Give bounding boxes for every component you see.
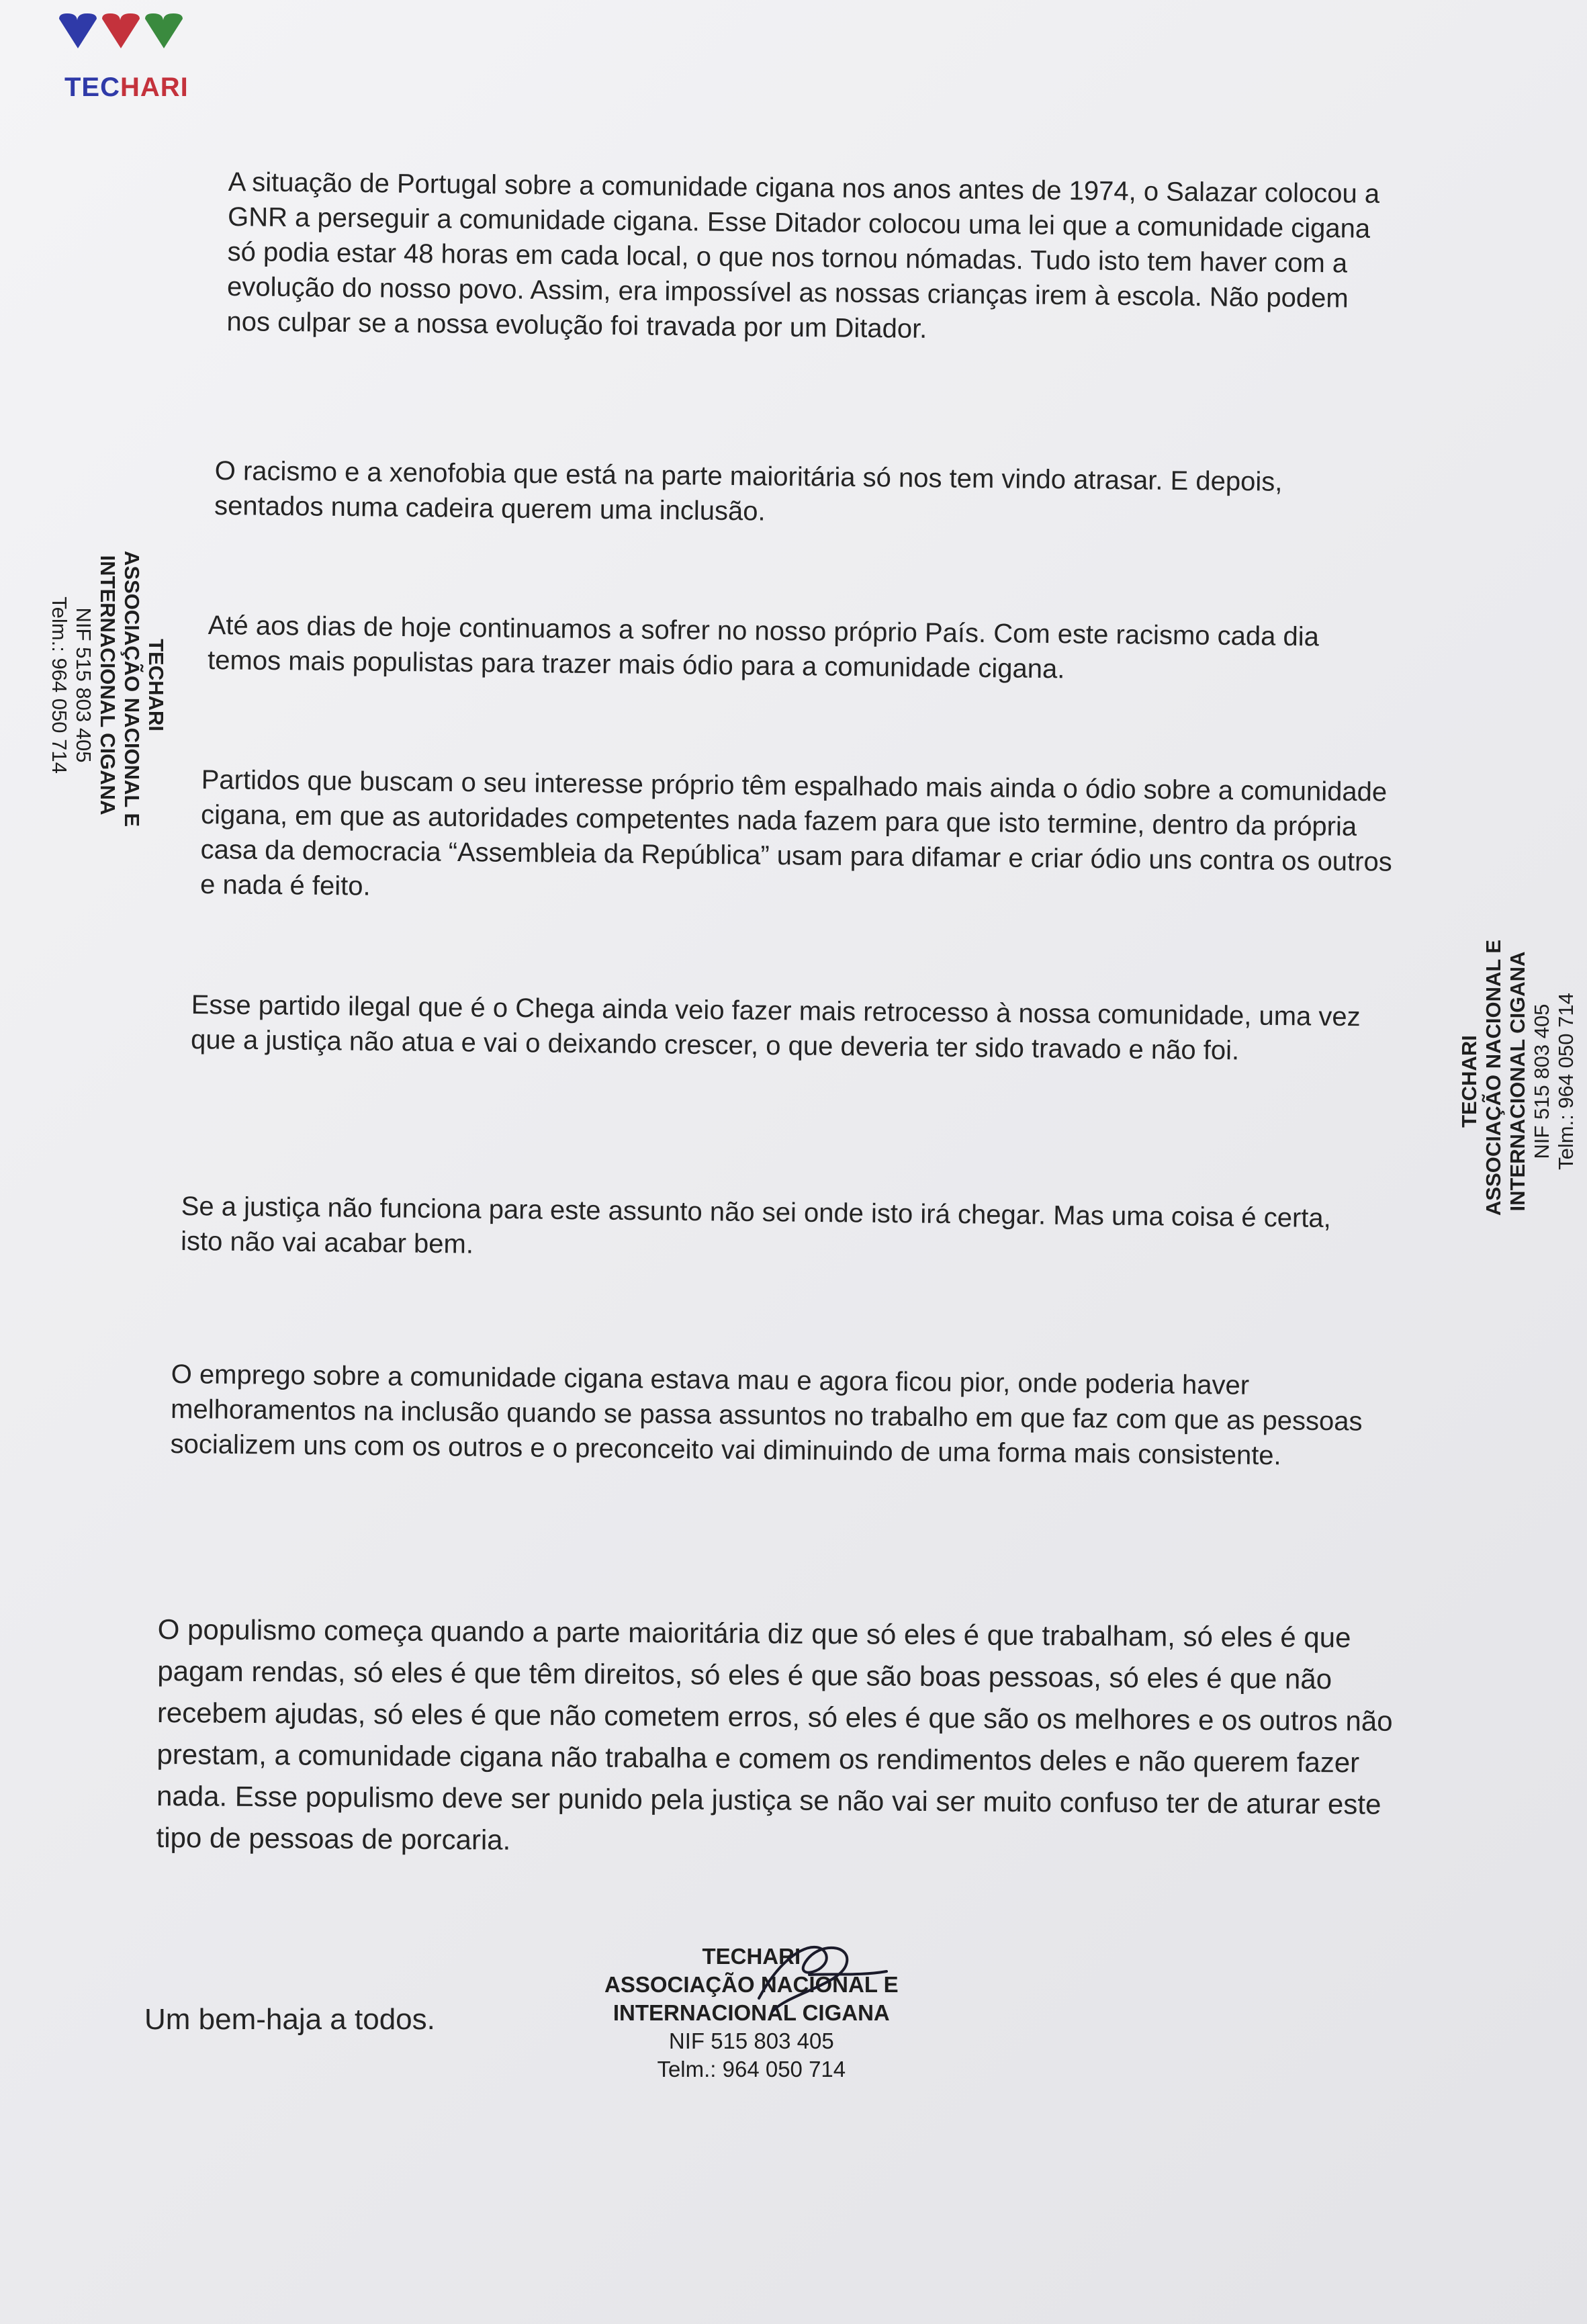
paragraph-8: O populismo começa quando a parte maioritária diz que só eles é que trabalham, só eles é que pagam rendas, só eles é que têm direitos, só eles é que são boas pessoas, só eles é que não recebem ajudas, só eles é que não cometem erros, só eles é que são os melhores e os outros não prestam, a comunidade cigana não trabalha e comem os rendimentos deles e não querem fazer nada. Esse populismo deve ser punido pela justiça se não vai ser muito confuso ter de aturar este tipo de pessoas de porcaria. xyxy=(156,1613,1393,1856)
stamp-bottom-line2: ASSOCIAÇÃO NACIONAL E xyxy=(604,1972,899,1997)
stamp-left-line2: ASSOCIAÇÃO NACIONAL E xyxy=(120,551,144,828)
paragraph-6: Se a justiça não funciona para este assunto não sei onde isto irá chegar. Mas uma coisa é certa, isto não vai acabar bem. xyxy=(180,1191,1332,1259)
stamp-left xyxy=(47,551,168,828)
stamp-left-line5: Telm.: 964 050 714 xyxy=(48,596,71,774)
stamp-right-line1: TECHARI xyxy=(1457,1035,1481,1128)
stamp-right-line5: Telm.: 964 050 714 xyxy=(1554,993,1578,1170)
stamp-bottom-line1: TECHARI xyxy=(702,1944,801,1969)
paragraph-1: A situação de Portugal sobre a comunidade cigana nos anos antes de 1974, o Salazar colocou a GNR a perseguir a comunidade cigana. Esse Ditador colocou uma lei que a comunidade cigana só podia estar 48 horas em cada local, o que nos tornou nómadas. Tudo isto tem haver com a evolução do nosso povo. Assim, era impossível as nossas crianças irem à escola. Não podem nos culpar se a nossa evolução foi travada por um Ditador. xyxy=(226,167,1380,344)
paragraph-2: O racismo e a xenofobia que está na parte maioritária só nos tem vindo atrasar. E depois, sentados numa cadeira querem uma inclusão. xyxy=(214,455,1283,527)
paragraph-4: Partidos que buscam o seu interesse próprio têm espalhado mais ainda o ódio sobre a comunidade cigana, em que as autoridades competentes nada fazem para que isto termine, dentro da própria casa da democracia “Assembleia da República” usam para difamar e criar ódio uns contra os outros e nada é feito. xyxy=(199,764,1392,901)
stamp-right-line3: INTERNACIONAL CIGANA xyxy=(1506,951,1529,1212)
stamp-bottom-line3: INTERNACIONAL CIGANA xyxy=(613,2000,890,2025)
signature-icon xyxy=(745,1934,900,2022)
paragraph-5: Esse partido ilegal que é o Chega ainda veio fazer mais retrocesso à nossa comunidade, uma vez que a justiça não atua e vai o deixando crescer, o que deveria ter sido travado e não foi. xyxy=(190,989,1361,1066)
closing-line: Um bem-haja a todos. xyxy=(144,2003,435,2036)
stamp-right xyxy=(1457,939,1578,1216)
hearts-logo-icon xyxy=(58,13,192,54)
paragraph-7: O emprego sobre a comunidade cigana estava mau e agora ficou pior, onde poderia haver melhoramentos na inclusão quando se passa assuntos no trabalho em que faz com que as pessoas socializem uns com os outros e o preconceito vai diminuindo de uma forma mais consistente. xyxy=(170,1359,1363,1471)
logo-wordmark xyxy=(64,73,189,103)
stamp-left-line3: INTERNACIONAL CIGANA xyxy=(96,555,120,815)
logo-word-part2: HARI xyxy=(120,73,189,102)
logo-word-part1: TEC xyxy=(64,73,120,102)
stamp-bottom-line5: Telm.: 964 050 714 xyxy=(657,2057,846,2082)
paragraph-3: Até aos dias de hoje continuamos a sofrer no nosso próprio País. Com este racismo cada dia temos mais populistas para trazer mais ódio para a comunidade cigana. xyxy=(207,610,1320,684)
stamp-left-line1: TECHARI xyxy=(144,639,168,731)
stamp-right-line4: NIF 515 803 405 xyxy=(1530,1003,1553,1159)
stamp-left-line4: NIF 515 803 405 xyxy=(72,607,95,763)
stamp-bottom-line4: NIF 515 803 405 xyxy=(668,2028,834,2053)
stamp-right-line2: ASSOCIAÇÃO NACIONAL E xyxy=(1482,939,1505,1216)
